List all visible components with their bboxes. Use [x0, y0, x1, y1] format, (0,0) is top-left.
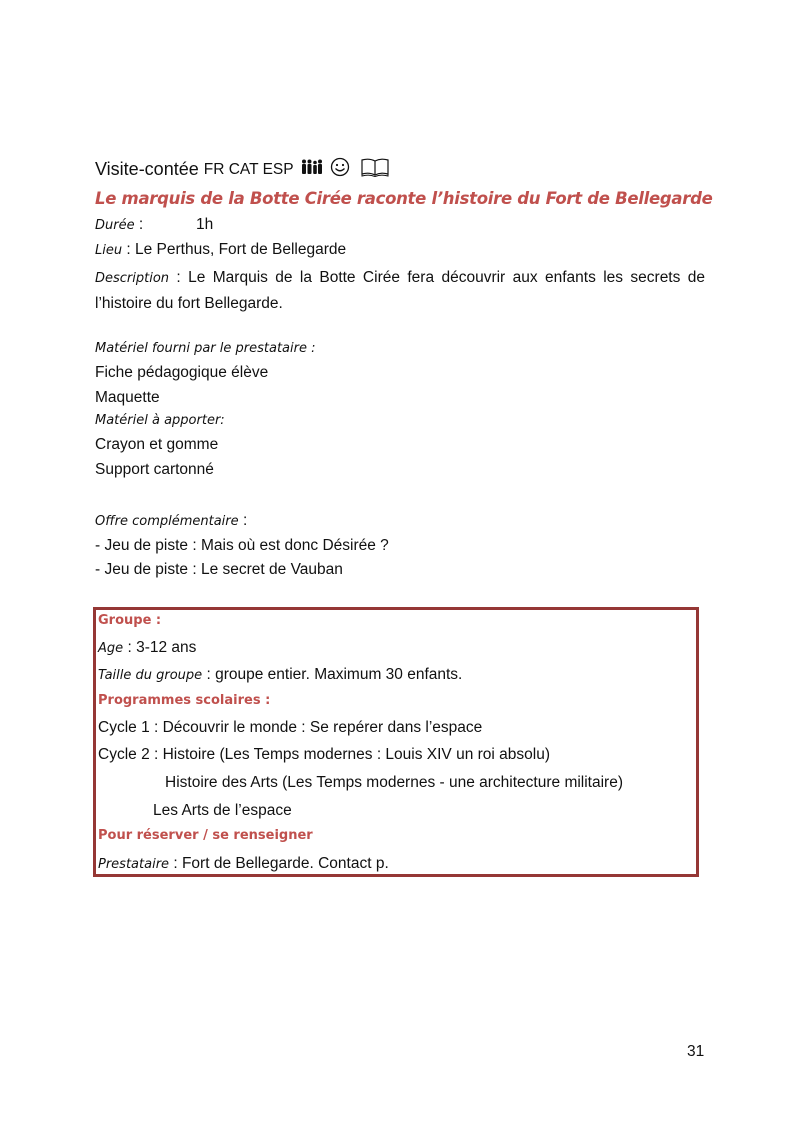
page-number: 31 [687, 1043, 705, 1060]
taille-label: Taille du groupe [98, 668, 203, 683]
age-label: Age [98, 641, 124, 656]
lieu-row [95, 241, 346, 259]
list-item: Support cartonné [95, 461, 214, 478]
list-item: - Jeu de piste : Le secret de Vauban [95, 561, 343, 578]
lieu-value: : Le Perthus, Fort de Bellegarde [122, 241, 347, 258]
list-item: Crayon et gomme [95, 436, 219, 453]
materiel-fourni-label: Matériel fourni par le prestataire : [95, 341, 316, 356]
materiel-apporter-label: Matériel à apporter: [95, 413, 225, 428]
duree-label: Durée [95, 218, 135, 233]
age-value: : 3-12 ans [123, 639, 197, 656]
cycle2-line3: Les Arts de l’espace [153, 802, 292, 819]
prestataire-value: : Fort de Bellegarde. Contact p. [169, 855, 389, 872]
description [95, 265, 705, 316]
description-label: Description [95, 271, 170, 286]
programmes-heading: Programmes scolaires : [98, 693, 271, 708]
taille-value: : groupe entier. Maximum 30 enfants. [202, 666, 463, 683]
list-item: - Jeu de piste : Mais où est donc Désirée ? [95, 537, 389, 554]
offre-label: Offre complémentaire [95, 514, 239, 529]
cycle1-line: Cycle 1 : Découvrir le monde : Se repérer dans l’espace [98, 719, 483, 736]
taille-row [98, 666, 462, 684]
offre-label-row: Offre complémentaire : [95, 512, 248, 529]
list-item: Maquette [95, 389, 160, 406]
prestataire-row [98, 855, 389, 873]
languages: FR CAT ESP [203, 160, 294, 178]
activity-title [95, 157, 390, 182]
activity-type: Visite-contée [95, 159, 199, 179]
lieu-label: Lieu [95, 243, 123, 258]
age-row [98, 639, 196, 657]
duree-value: 1h [196, 216, 214, 233]
groupe-heading: Groupe : [98, 613, 162, 628]
book-icon [360, 157, 390, 182]
group-icon [301, 159, 323, 180]
duree-row: Durée : [95, 216, 144, 233]
list-item: Fiche pédagogique élève [95, 364, 269, 381]
activity-subtitle: Le marquis de la Botte Cirée raconte l’histoire du Fort de Bellegarde [95, 189, 713, 208]
description-value: : Le Marquis de la Botte Cirée fera découvrir aux enfants les secrets de l’histoire du fort Bellegarde. [95, 269, 705, 312]
reserver-heading: Pour réserver / se renseigner [98, 828, 313, 843]
cycle2-line2: Histoire des Arts (Les Temps modernes - une architecture militaire) [165, 774, 623, 791]
prestataire-label: Prestataire [98, 857, 170, 872]
cycle2-line: Cycle 2 : Histoire (Les Temps modernes : Louis XIV un roi absolu) [98, 746, 550, 763]
smiley-icon [330, 157, 350, 182]
